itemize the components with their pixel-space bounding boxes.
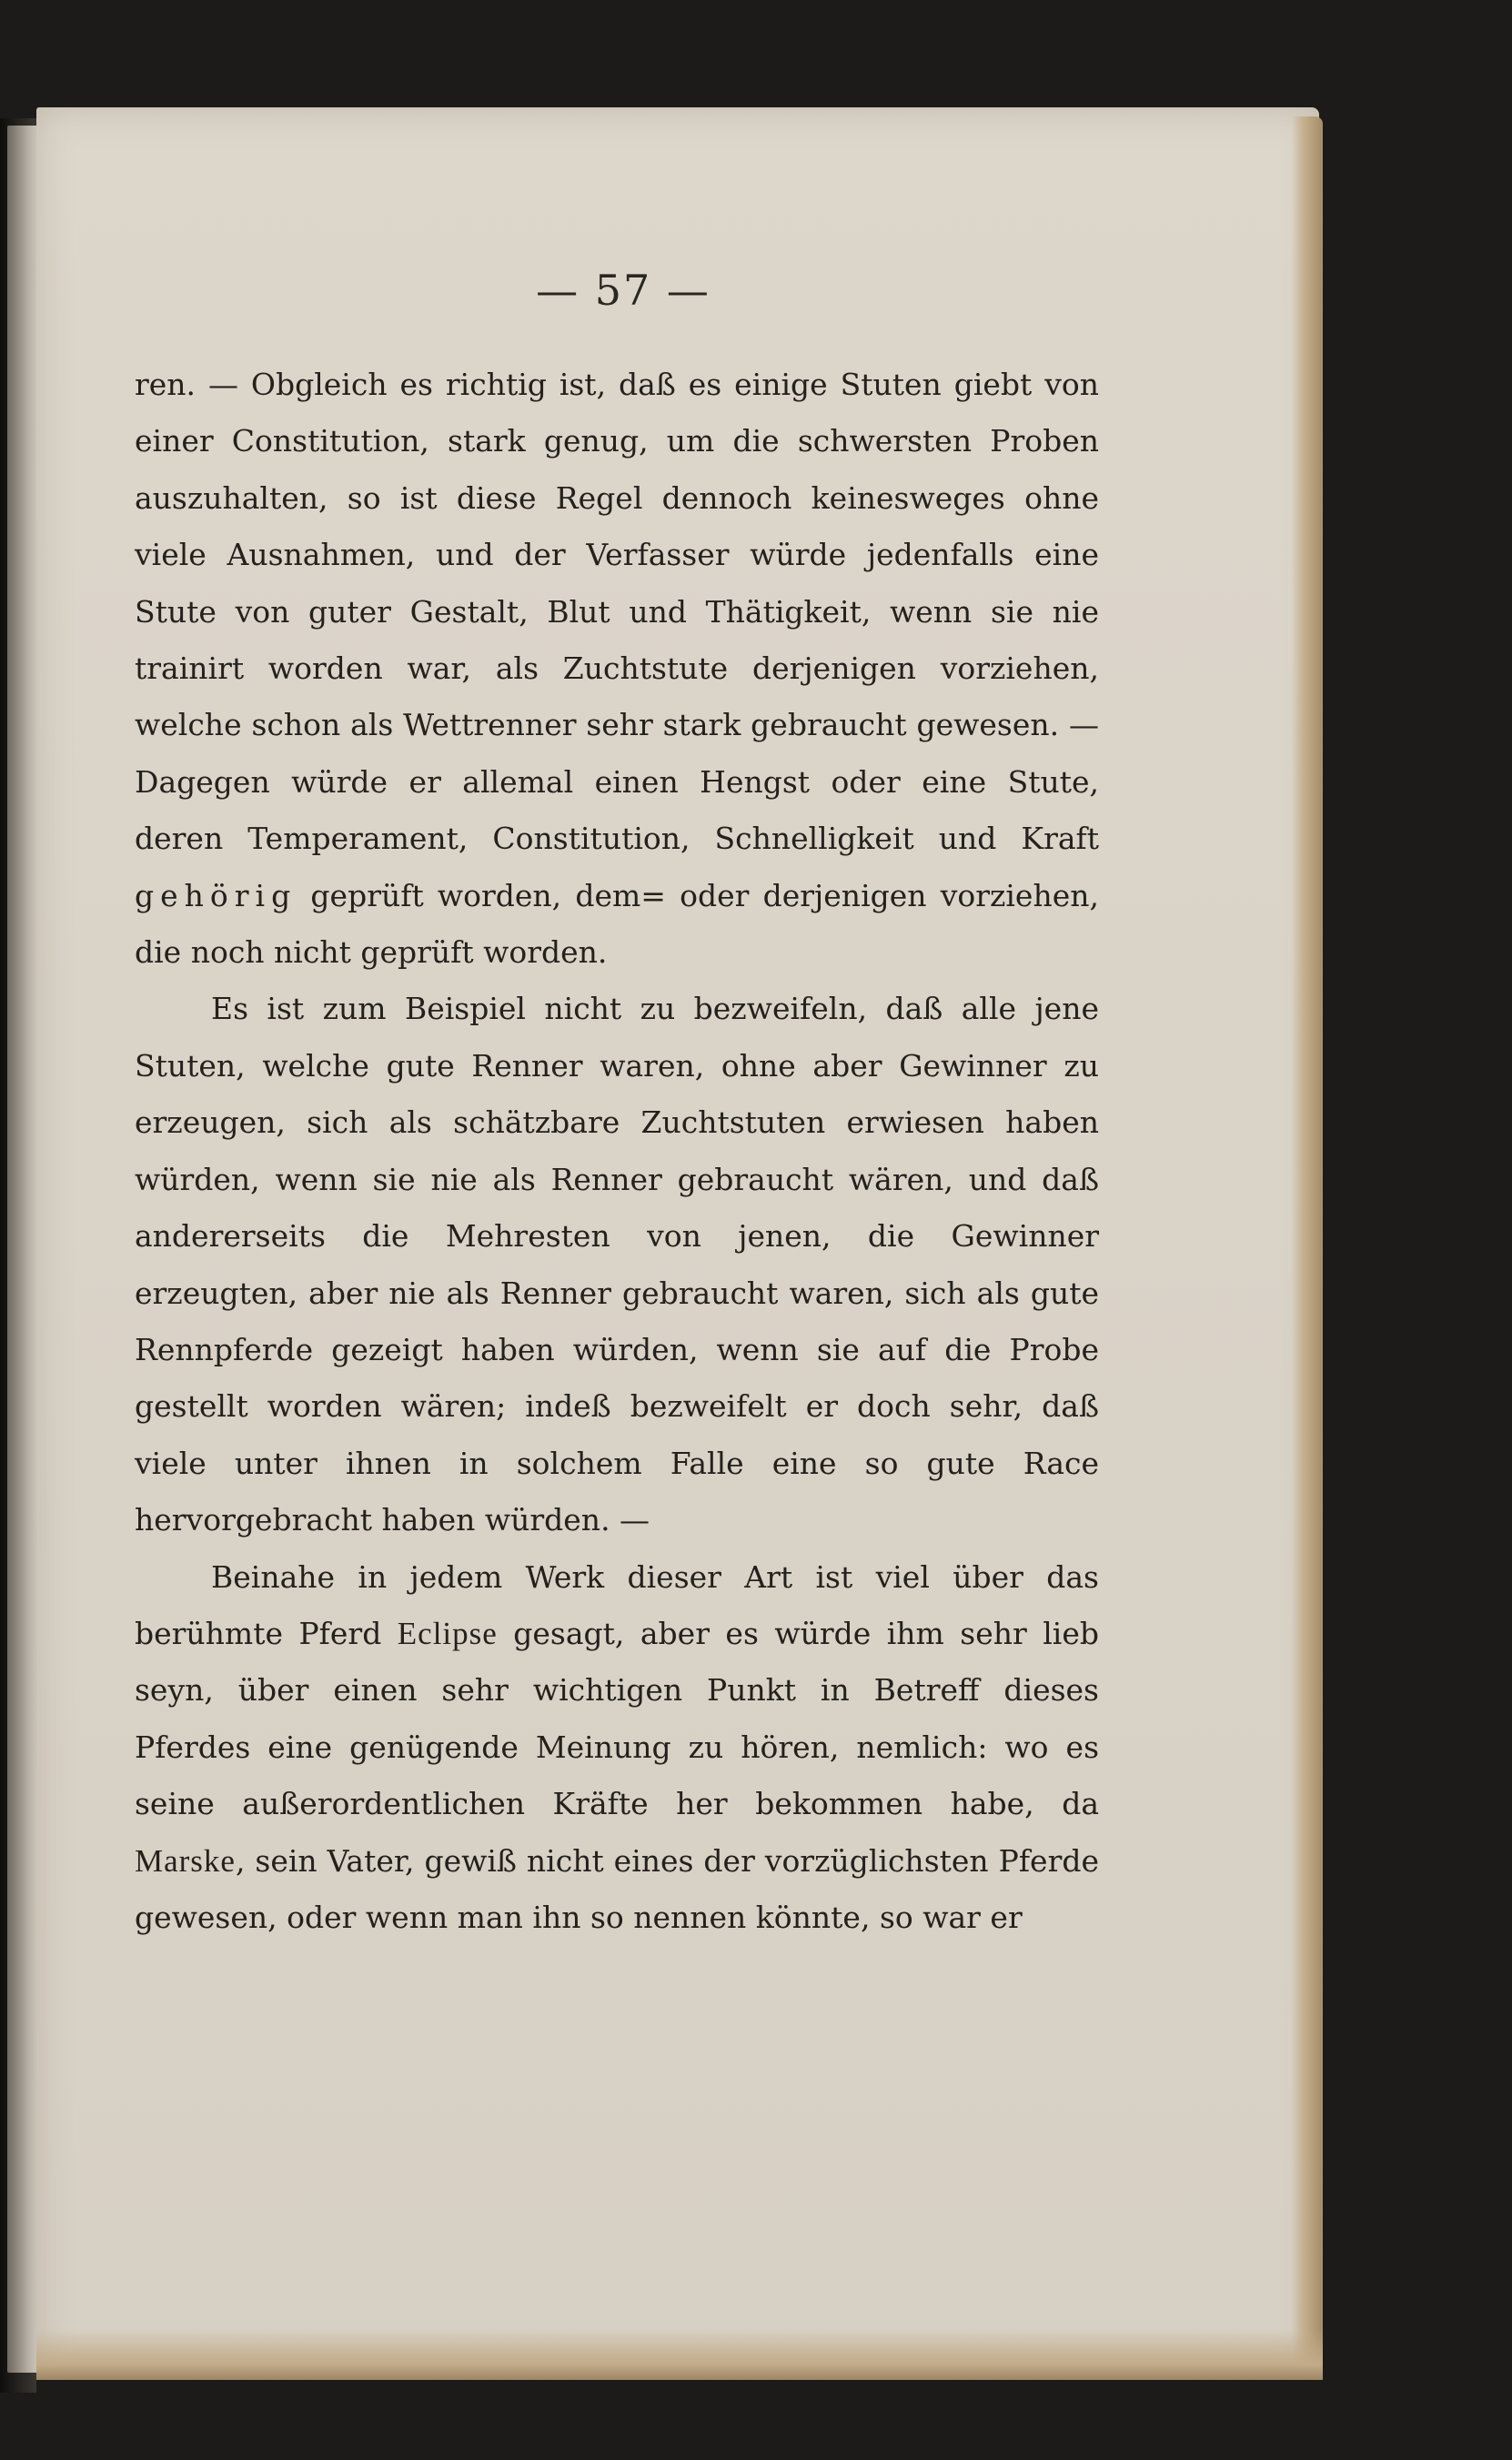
emphasized-word: gehörig <box>135 877 297 913</box>
previous-page-edge <box>7 126 38 2373</box>
paragraph-1 <box>135 357 1099 981</box>
body-text <box>135 357 1099 1946</box>
horse-name-eclipse: Eclipse <box>397 1615 498 1651</box>
text-segment: , sein Vater, gewiß nicht eines der vorzüglichsten Pferde gewesen, oder wenn man ihn so nennen könnte, so war er <box>135 1842 1099 1935</box>
text-segment: Beinahe in jedem Werk dieser Art ist viel über das berühmte Pferd <box>135 1558 1099 1651</box>
text-segment: gesagt, aber es würde ihm sehr lieb seyn, über einen sehr wichtigen Punkt in Betreff dieses Pferdes eine genügende Meinung zu hören, nemlich: wo es seine außerordentlichen Kräfte her bekommen habe, da <box>135 1615 1099 1822</box>
page-edge-right <box>1292 116 1323 2373</box>
page-number-header: — 57 — <box>536 266 711 315</box>
text-segment: ren. — Obgleich es richtig ist, daß es einige Stuten giebt von einer Constitution, stark genug, um die schwersten Proben auszuhalten, so ist diese Regel dennoch keinesweges ohne viele Ausnahmen, und der Verfasser würde jedenfalls eine Stute von guter Gestalt, Blut und Thätigkeit, wenn sie nie trainirt worden war, als Zuchtstute derjenigen vorziehen, welche schon als Wettrenner sehr stark gebraucht gewesen. — Dagegen würde er allemal einen Hengst oder eine Stute, deren Temperament, Constitution, Schnelligkeit und Kraft <box>135 367 1099 857</box>
text-segment: geprüft worden, dem= oder derjenigen vorziehen, die noch nicht geprüft worden. <box>135 877 1099 971</box>
paragraph-2 <box>135 981 1099 1548</box>
page-edge-bottom <box>36 2329 1323 2380</box>
text-segment: Es ist zum Beispiel nicht zu bezweifeln, daß alle jene Stuten, welche gute Renner waren, ohne aber Gewinner zu erzeugen, sich als schätzbare Zuchtstuten erwiesen haben würden, wenn sie nie als Renner gebraucht wären, und daß andererseits die Mehresten von jenen, die Gewinner erzeugten, aber nie als Renner gebraucht waren, sich als gute Rennpferde gezeigt haben würden, wenn sie auf die Probe gestellt worden wären; indeß bezweifelt er doch sehr, daß viele unter ihnen in solchem Falle eine so gute Race hervorgebracht haben würden. — <box>135 991 1099 1538</box>
horse-name-marske: Marske <box>135 1842 236 1879</box>
paragraph-3 <box>135 1549 1099 1947</box>
